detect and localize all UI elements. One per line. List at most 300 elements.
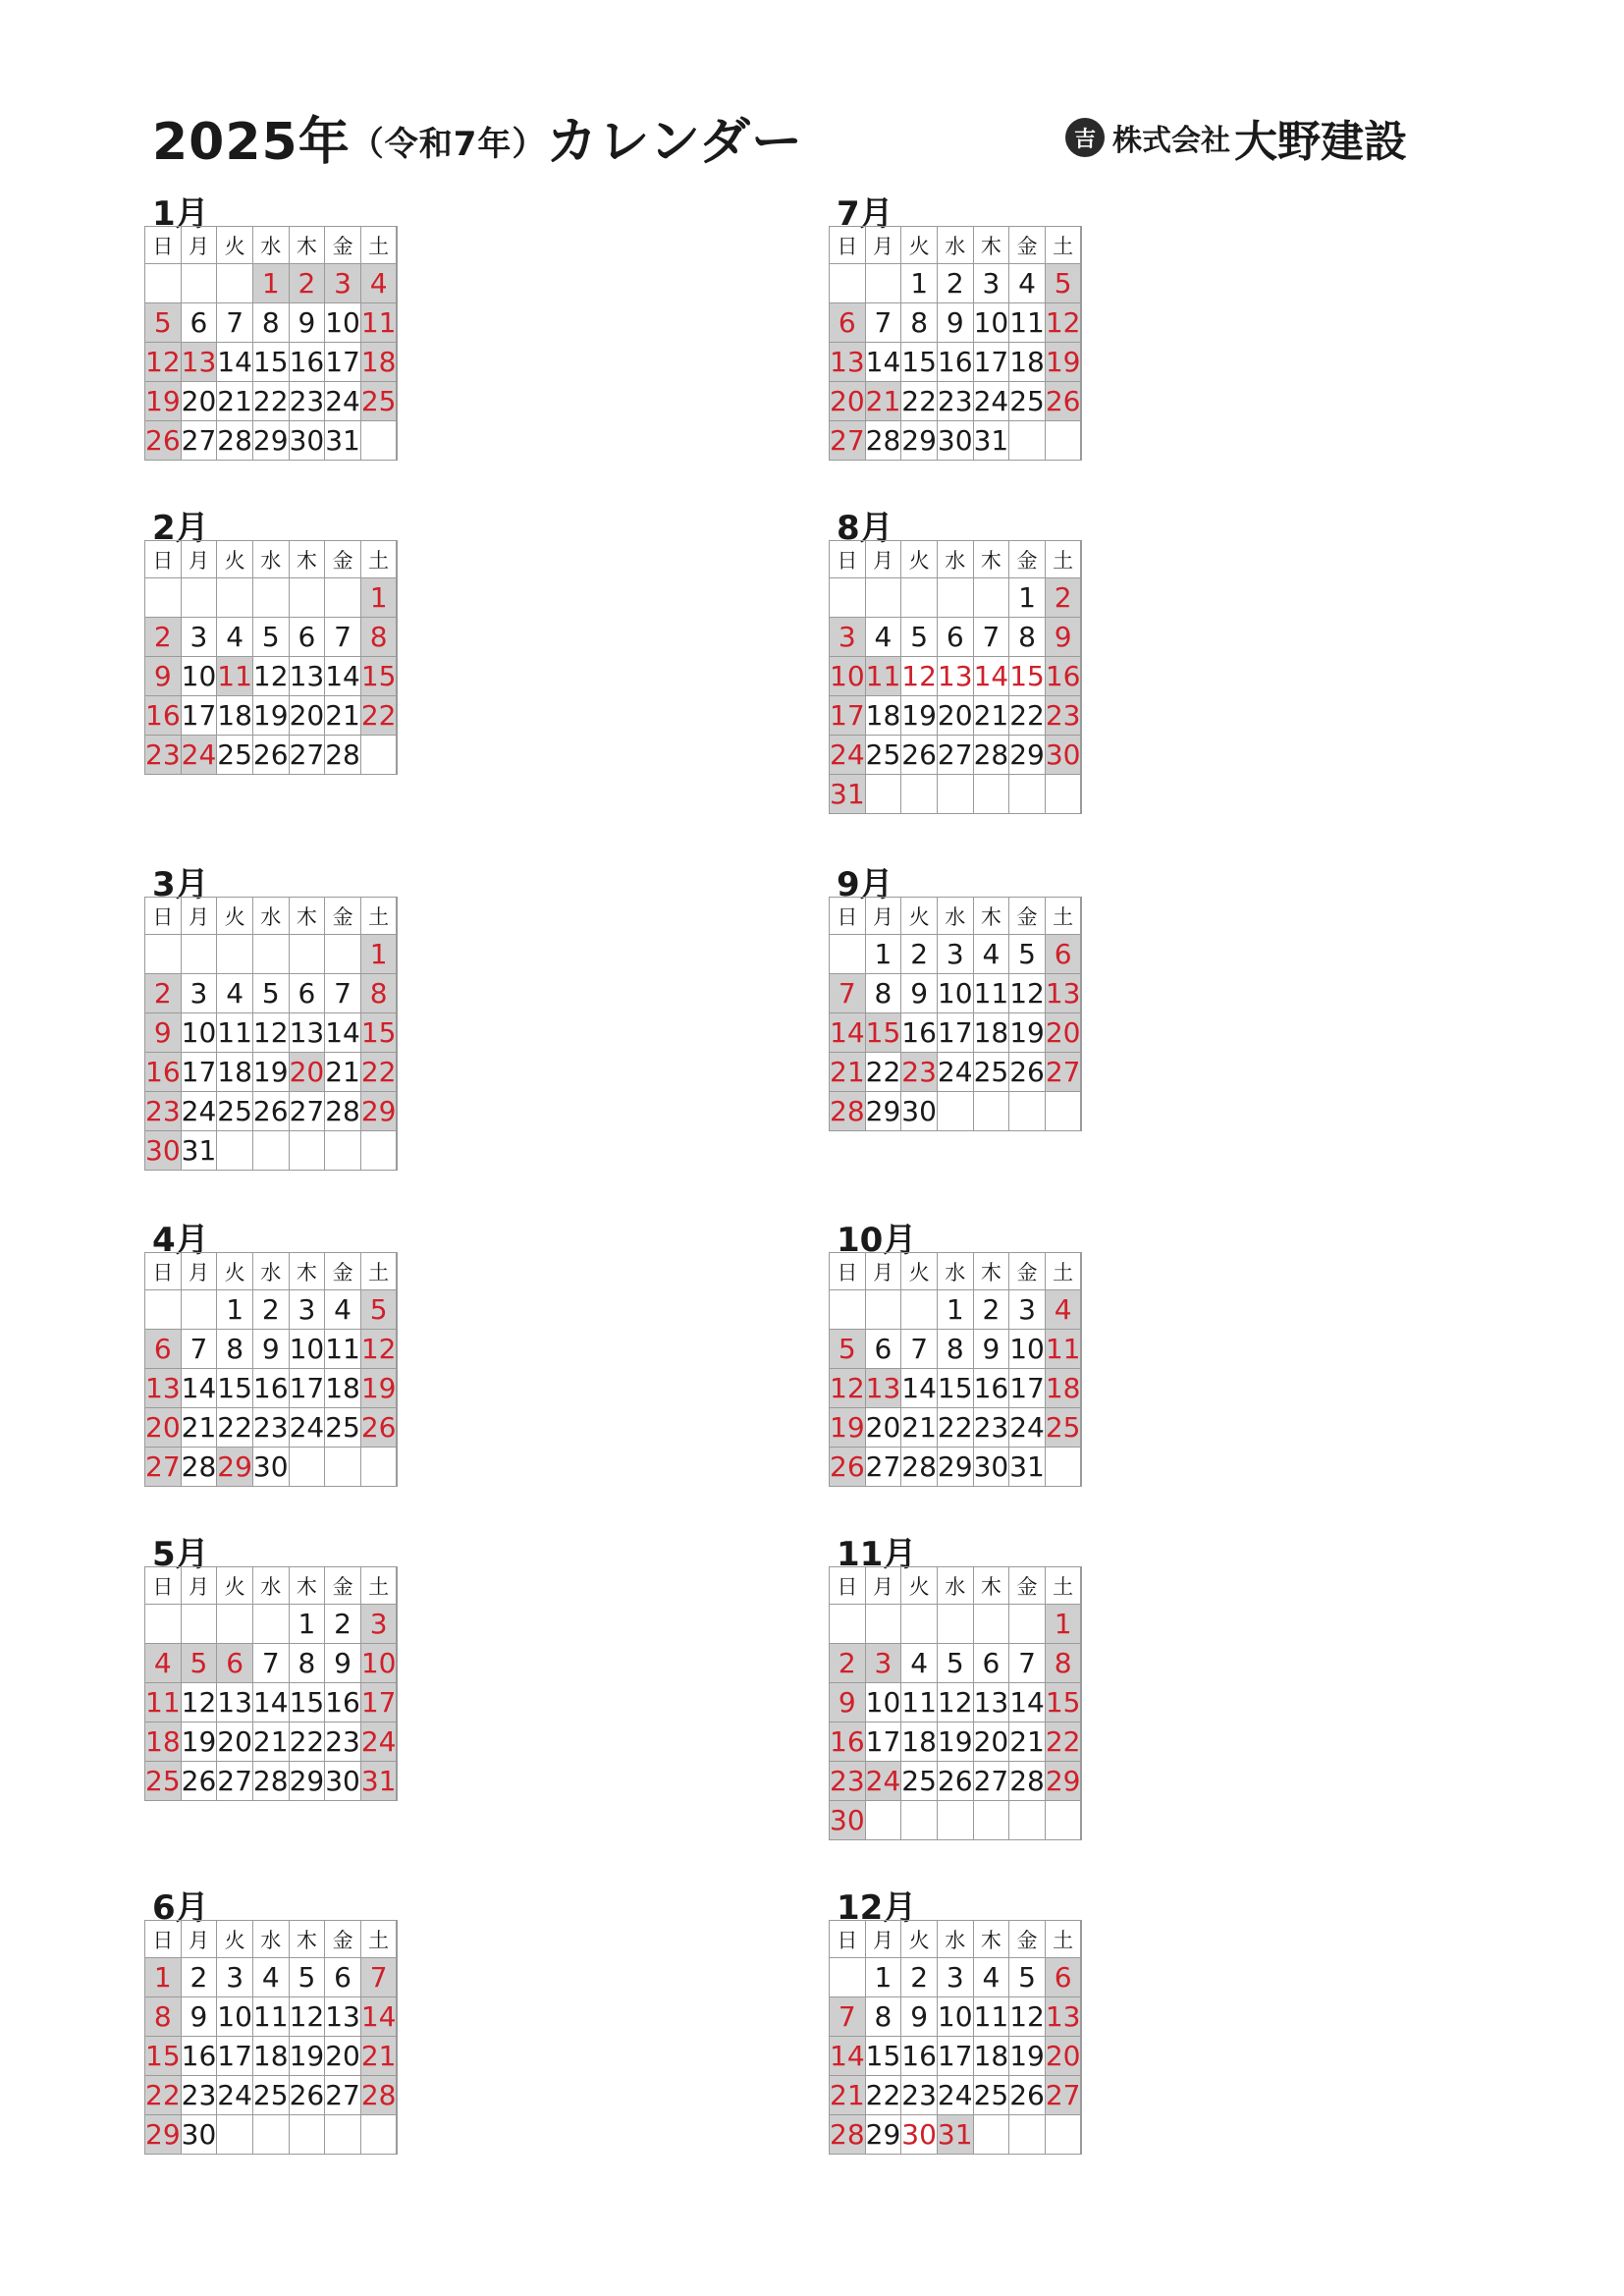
weekday-header: 火 <box>901 1253 938 1290</box>
holiday-cell: 20 <box>1045 2037 1081 2076</box>
day-cell: 26 <box>937 1762 973 1801</box>
weekday-header: 月 <box>865 1921 901 1958</box>
day-cell: 15 <box>901 343 938 382</box>
weekday-header: 日 <box>830 1567 866 1605</box>
week-row <box>145 1092 398 1131</box>
day-cell: 4 <box>973 935 1009 974</box>
day-cell: 18 <box>217 696 253 736</box>
holiday-cell: 21 <box>830 2076 866 2115</box>
day-cell: 21 <box>325 696 361 736</box>
day-cell: 23 <box>973 1408 1009 1448</box>
weekday-header: 火 <box>901 898 938 935</box>
empty-cell <box>830 578 866 618</box>
day-cell: 12 <box>252 1013 289 1053</box>
weekday-header: 水 <box>252 898 289 935</box>
week-row <box>145 1997 398 2037</box>
day-cell: 16 <box>901 1013 938 1053</box>
holiday-cell: 3 <box>325 264 361 303</box>
day-cell: 2 <box>901 935 938 974</box>
day-cell: 3 <box>1009 1290 1046 1330</box>
day-cell: 10 <box>973 303 1009 343</box>
day-cell: 5 <box>289 1958 325 1997</box>
empty-cell <box>973 578 1009 618</box>
day-cell: 30 <box>901 1092 938 1131</box>
day-cell: 10 <box>181 1013 217 1053</box>
empty-cell <box>360 2115 397 2155</box>
day-cell: 4 <box>973 1958 1009 1997</box>
empty-cell <box>1045 1801 1081 1840</box>
day-cell: 20 <box>217 1722 253 1762</box>
holiday-cell: 6 <box>1045 935 1081 974</box>
weekday-header: 日 <box>145 1253 182 1290</box>
weekday-header: 金 <box>325 1253 361 1290</box>
empty-cell <box>145 264 182 303</box>
empty-cell <box>1045 1448 1081 1487</box>
day-cell: 29 <box>937 1448 973 1487</box>
holiday-notes <box>1081 578 1082 814</box>
empty-cell <box>181 935 217 974</box>
day-cell: 17 <box>973 343 1009 382</box>
day-cell: 19 <box>937 1722 973 1762</box>
day-cell: 12 <box>1009 974 1046 1013</box>
day-cell: 16 <box>937 343 973 382</box>
weekday-header: 土 <box>1045 1253 1081 1290</box>
day-cell: 17 <box>325 343 361 382</box>
month-table <box>829 1252 1082 1487</box>
weekday-header: 日 <box>830 898 866 935</box>
week-row <box>145 1408 398 1448</box>
weekday-header: 土 <box>1045 227 1081 264</box>
weekday-header: 火 <box>217 541 253 578</box>
empty-cell <box>252 935 289 974</box>
day-cell: 27 <box>217 1762 253 1801</box>
holiday-cell: 7 <box>360 1958 397 1997</box>
day-cell: 7 <box>217 303 253 343</box>
week-row <box>145 1683 398 1722</box>
day-cell: 18 <box>252 2037 289 2076</box>
holiday-cell: 17 <box>830 696 866 736</box>
day-cell: 12 <box>1009 1997 1046 2037</box>
notes-header <box>1081 227 1082 264</box>
day-cell: 4 <box>217 974 253 1013</box>
notes-header <box>397 541 398 578</box>
empty-cell <box>901 1801 938 1840</box>
week-row <box>830 264 1082 303</box>
day-cell: 28 <box>181 1448 217 1487</box>
week-row <box>830 1801 1082 1840</box>
empty-cell <box>830 935 866 974</box>
holiday-cell: 23 <box>901 1053 938 1092</box>
day-cell: 6 <box>973 1644 1009 1683</box>
day-cell: 5 <box>901 618 938 657</box>
day-cell: 14 <box>1009 1683 1046 1722</box>
paid-leave-cell: 15 <box>1009 657 1046 696</box>
day-cell: 7 <box>901 1330 938 1369</box>
empty-cell <box>973 2115 1009 2155</box>
holiday-cell: 30 <box>1045 736 1081 775</box>
day-cell: 5 <box>252 618 289 657</box>
day-cell: 24 <box>217 2076 253 2115</box>
day-cell: 9 <box>289 303 325 343</box>
day-cell: 16 <box>289 343 325 382</box>
holiday-cell: 9 <box>145 1013 182 1053</box>
day-cell: 4 <box>217 618 253 657</box>
empty-cell <box>1009 1605 1046 1644</box>
paid-leave-cell: 12 <box>901 657 938 696</box>
month-table <box>829 1920 1082 2155</box>
day-cell: 13 <box>325 1997 361 2037</box>
weekday-header: 土 <box>360 227 397 264</box>
day-cell: 8 <box>937 1330 973 1369</box>
holiday-cell: 19 <box>830 1408 866 1448</box>
weekday-header: 月 <box>865 1567 901 1605</box>
week-row <box>830 1092 1082 1131</box>
week-row <box>145 1722 398 1762</box>
week-row <box>830 1053 1082 1092</box>
holiday-cell: 25 <box>1045 1408 1081 1448</box>
week-row <box>145 1605 398 1644</box>
week-row <box>830 2076 1082 2115</box>
weekday-header: 金 <box>325 898 361 935</box>
holiday-cell: 15 <box>1045 1683 1081 1722</box>
week-row <box>830 343 1082 382</box>
day-cell: 3 <box>973 264 1009 303</box>
weekday-header: 日 <box>145 1921 182 1958</box>
day-cell: 29 <box>252 421 289 461</box>
week-row <box>830 696 1082 736</box>
holiday-cell: 1 <box>360 935 397 974</box>
day-cell: 4 <box>901 1644 938 1683</box>
week-row <box>145 1644 398 1683</box>
week-row <box>145 1131 398 1171</box>
empty-cell <box>289 2115 325 2155</box>
week-row <box>830 974 1082 1013</box>
day-cell: 9 <box>973 1330 1009 1369</box>
week-row <box>145 2037 398 2076</box>
week-row <box>145 303 398 343</box>
day-cell: 15 <box>865 2037 901 2076</box>
week-row <box>830 1722 1082 1762</box>
day-cell: 6 <box>289 618 325 657</box>
weekday-header: 水 <box>252 541 289 578</box>
holiday-cell: 17 <box>360 1683 397 1722</box>
day-cell: 11 <box>325 1330 361 1369</box>
day-cell: 20 <box>181 382 217 421</box>
day-cell: 25 <box>217 736 253 775</box>
day-cell: 27 <box>289 1092 325 1131</box>
holiday-cell: 7 <box>830 1997 866 2037</box>
day-cell: 3 <box>937 1958 973 1997</box>
weekday-header: 木 <box>973 1253 1009 1290</box>
month-table <box>144 1566 398 1801</box>
holiday-cell: 29 <box>217 1448 253 1487</box>
holiday-cell: 12 <box>1045 303 1081 343</box>
day-cell: 15 <box>289 1683 325 1722</box>
empty-cell <box>1009 775 1046 814</box>
weekday-header: 日 <box>830 1253 866 1290</box>
day-cell: 29 <box>1009 736 1046 775</box>
day-cell: 29 <box>289 1762 325 1801</box>
weekday-header: 日 <box>145 898 182 935</box>
empty-cell <box>937 775 973 814</box>
empty-cell <box>1045 2115 1081 2155</box>
day-cell: 27 <box>865 1448 901 1487</box>
holiday-notes <box>1081 935 1082 1131</box>
empty-cell <box>181 1605 217 1644</box>
month-table <box>144 897 398 1171</box>
holiday-cell: 8 <box>145 1997 182 2037</box>
week-row <box>145 1053 398 1092</box>
day-cell: 22 <box>901 382 938 421</box>
day-cell: 20 <box>973 1722 1009 1762</box>
holiday-cell: 6 <box>830 303 866 343</box>
day-cell: 24 <box>1009 1408 1046 1448</box>
holiday-cell: 23 <box>145 1092 182 1131</box>
empty-cell <box>865 775 901 814</box>
day-cell: 8 <box>217 1330 253 1369</box>
company-logo-icon: 吉 <box>1065 118 1105 157</box>
empty-cell <box>325 1448 361 1487</box>
holiday-cell: 18 <box>145 1722 182 1762</box>
weekday-header: 水 <box>252 227 289 264</box>
day-cell: 7 <box>252 1644 289 1683</box>
holiday-notes <box>397 264 398 461</box>
notes-header <box>397 1567 398 1605</box>
notes-header <box>1081 1567 1082 1605</box>
week-row <box>145 1958 398 1997</box>
weekday-header: 水 <box>937 227 973 264</box>
day-cell: 3 <box>181 974 217 1013</box>
weekday-header: 水 <box>937 898 973 935</box>
day-cell: 7 <box>973 618 1009 657</box>
day-cell: 21 <box>973 696 1009 736</box>
day-cell: 16 <box>181 2037 217 2076</box>
week-row <box>830 578 1082 618</box>
holiday-cell: 20 <box>145 1408 182 1448</box>
weekday-header: 木 <box>289 227 325 264</box>
holiday-cell: 13 <box>1045 1997 1081 2037</box>
week-row <box>145 736 398 775</box>
holiday-cell: 4 <box>145 1644 182 1683</box>
holiday-cell: 19 <box>1045 343 1081 382</box>
empty-cell <box>937 1801 973 1840</box>
day-cell: 19 <box>1009 2037 1046 2076</box>
holiday-cell: 18 <box>1045 1369 1081 1408</box>
month-title: 7月 <box>837 194 893 234</box>
week-row <box>145 421 398 461</box>
day-cell: 22 <box>217 1408 253 1448</box>
week-row <box>145 2076 398 2115</box>
month-title: 6月 <box>152 1888 209 1928</box>
day-cell: 16 <box>901 2037 938 2076</box>
weekday-header: 木 <box>973 227 1009 264</box>
empty-cell <box>217 935 253 974</box>
weekday-header: 土 <box>360 1567 397 1605</box>
day-cell: 21 <box>217 382 253 421</box>
empty-cell <box>325 578 361 618</box>
day-cell: 18 <box>217 1053 253 1092</box>
holiday-cell: 28 <box>830 2115 866 2155</box>
holiday-cell: 14 <box>830 1013 866 1053</box>
day-cell: 22 <box>865 2076 901 2115</box>
empty-cell <box>830 1958 866 1997</box>
day-cell: 26 <box>289 2076 325 2115</box>
weekday-header: 月 <box>865 541 901 578</box>
empty-cell <box>901 775 938 814</box>
holiday-cell: 22 <box>360 696 397 736</box>
empty-cell <box>1045 421 1081 461</box>
holiday-cell: 31 <box>360 1762 397 1801</box>
month-title: 8月 <box>837 509 893 548</box>
weekday-header: 月 <box>865 898 901 935</box>
weekday-header: 木 <box>289 1567 325 1605</box>
weekday-header: 火 <box>901 227 938 264</box>
holiday-cell: 16 <box>145 1053 182 1092</box>
weekday-header: 木 <box>973 541 1009 578</box>
empty-cell <box>325 1131 361 1171</box>
day-cell: 15 <box>252 343 289 382</box>
empty-cell <box>252 2115 289 2155</box>
holiday-cell: 13 <box>145 1369 182 1408</box>
weekday-header: 火 <box>901 541 938 578</box>
week-row <box>145 1330 398 1369</box>
holiday-cell: 18 <box>360 343 397 382</box>
day-cell: 31 <box>973 421 1009 461</box>
weekday-header: 金 <box>325 541 361 578</box>
empty-cell <box>217 2115 253 2155</box>
empty-cell <box>217 578 253 618</box>
day-cell: 22 <box>252 382 289 421</box>
holiday-cell: 10 <box>360 1644 397 1683</box>
weekday-header: 金 <box>325 1567 361 1605</box>
empty-cell <box>1045 1092 1081 1131</box>
empty-cell <box>1009 1092 1046 1131</box>
day-cell: 26 <box>1009 1053 1046 1092</box>
holiday-cell: 24 <box>865 1762 901 1801</box>
holiday-cell: 5 <box>145 303 182 343</box>
week-row <box>830 1448 1082 1487</box>
day-cell: 6 <box>289 974 325 1013</box>
day-cell: 9 <box>181 1997 217 2037</box>
empty-cell <box>217 1131 253 1171</box>
week-row <box>830 935 1082 974</box>
holiday-cell: 30 <box>830 1801 866 1840</box>
day-cell: 5 <box>937 1644 973 1683</box>
weekday-header: 金 <box>1009 1921 1046 1958</box>
day-cell: 30 <box>973 1448 1009 1487</box>
empty-cell <box>1009 421 1046 461</box>
day-cell: 26 <box>181 1762 217 1801</box>
day-cell: 6 <box>325 1958 361 1997</box>
week-row <box>830 1762 1082 1801</box>
day-cell: 13 <box>217 1683 253 1722</box>
day-cell: 25 <box>217 1092 253 1131</box>
day-cell: 1 <box>865 935 901 974</box>
weekday-header: 水 <box>252 1921 289 1958</box>
day-cell: 28 <box>217 421 253 461</box>
holiday-cell: 12 <box>360 1330 397 1369</box>
day-cell: 19 <box>252 1053 289 1092</box>
holiday-cell: 13 <box>865 1369 901 1408</box>
holiday-cell: 26 <box>1045 382 1081 421</box>
day-cell: 8 <box>901 303 938 343</box>
month-title: 11月 <box>837 1535 917 1574</box>
day-cell: 24 <box>937 1053 973 1092</box>
week-row <box>145 2115 398 2155</box>
month-table <box>144 226 398 461</box>
holiday-cell: 16 <box>145 696 182 736</box>
weekday-header: 日 <box>145 227 182 264</box>
week-row <box>830 1408 1082 1448</box>
holiday-cell: 1 <box>1045 1605 1081 1644</box>
week-row <box>145 974 398 1013</box>
week-row <box>830 382 1082 421</box>
weekday-header: 日 <box>145 541 182 578</box>
weekday-header: 月 <box>181 227 217 264</box>
week-row <box>830 618 1082 657</box>
empty-cell <box>901 578 938 618</box>
day-cell: 10 <box>181 657 217 696</box>
holiday-cell: 23 <box>1045 696 1081 736</box>
holiday-cell: 19 <box>360 1369 397 1408</box>
empty-cell <box>181 1290 217 1330</box>
company-prefix: 株式会社 <box>1112 124 1230 158</box>
day-cell: 14 <box>325 1013 361 1053</box>
week-row <box>145 1448 398 1487</box>
holiday-cell: 6 <box>145 1330 182 1369</box>
day-cell: 26 <box>1009 2076 1046 2115</box>
day-cell: 19 <box>1009 1013 1046 1053</box>
day-cell: 12 <box>252 657 289 696</box>
day-cell: 25 <box>973 2076 1009 2115</box>
day-cell: 15 <box>217 1369 253 1408</box>
weekday-header: 火 <box>217 1253 253 1290</box>
holiday-cell: 6 <box>217 1644 253 1683</box>
day-cell: 13 <box>289 1013 325 1053</box>
day-cell: 17 <box>1009 1369 1046 1408</box>
day-cell: 24 <box>325 382 361 421</box>
notes-header <box>1081 898 1082 935</box>
holiday-cell: 24 <box>360 1722 397 1762</box>
empty-cell <box>865 264 901 303</box>
week-row <box>145 1290 398 1330</box>
weekday-header: 火 <box>217 1567 253 1605</box>
weekday-header: 水 <box>937 1253 973 1290</box>
weekday-header: 月 <box>181 898 217 935</box>
holiday-notes <box>1081 264 1082 461</box>
day-cell: 2 <box>325 1605 361 1644</box>
weekday-header: 金 <box>1009 1567 1046 1605</box>
weekday-header: 木 <box>289 1253 325 1290</box>
day-cell: 30 <box>181 2115 217 2155</box>
week-row <box>145 1762 398 1801</box>
week-row <box>830 1369 1082 1408</box>
weekday-header: 土 <box>1045 541 1081 578</box>
holiday-cell: 1 <box>360 578 397 618</box>
day-cell: 17 <box>937 1013 973 1053</box>
holiday-cell: 24 <box>830 736 866 775</box>
day-cell: 29 <box>865 1092 901 1131</box>
day-cell: 2 <box>937 264 973 303</box>
day-cell: 23 <box>901 2076 938 2115</box>
weekday-header: 金 <box>1009 227 1046 264</box>
day-cell: 20 <box>289 696 325 736</box>
day-cell: 10 <box>289 1330 325 1369</box>
month-title: 12月 <box>837 1888 917 1928</box>
day-cell: 9 <box>252 1330 289 1369</box>
holiday-cell: 14 <box>360 1997 397 2037</box>
week-row <box>145 1013 398 1053</box>
